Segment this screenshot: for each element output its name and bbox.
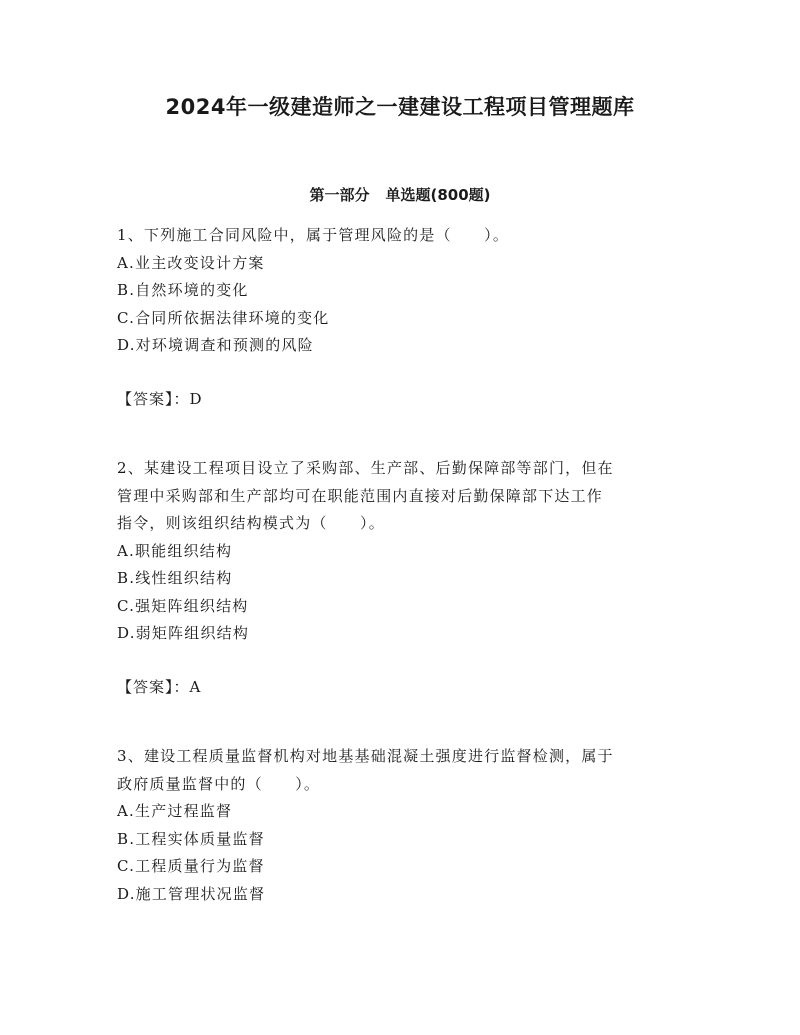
question-stem-line: 管理中采购部和生产部均可在职能范围内直接对后勤保障部下达工作 [117, 486, 604, 505]
option-b: B.自然环境的变化 [117, 281, 249, 299]
question-stem-line: 3、建设工程质量监督机构对地基基础混凝土强度进行监督检测，属于 [117, 747, 614, 765]
answer-label: 【答案】： [117, 677, 190, 696]
option-a: A.生产过程监督 [117, 802, 233, 820]
answer-value: D [189, 389, 203, 408]
option-a: A.业主改变设计方案 [117, 253, 265, 272]
option-b: B.线性组织结构 [117, 569, 233, 587]
option-d: D.弱矩阵组织结构 [117, 624, 250, 642]
option-c: C.合同所依据法律环境的变化 [117, 308, 330, 327]
section-title [0, 183, 800, 207]
option-b: B.工程实体质量监督 [117, 829, 265, 848]
answer-value: A [189, 677, 202, 696]
answer-label: 【答案】： [117, 389, 190, 408]
option-d: D.施工管理状况监督 [117, 884, 266, 903]
section-label: 第一部分 [309, 186, 370, 204]
answer-line [117, 386, 687, 414]
option-a: A.职能组织结构 [117, 541, 233, 560]
question-2 [117, 455, 687, 701]
section-heading: 单选题(800题) [385, 186, 491, 204]
question-1 [117, 222, 687, 413]
option-c: C.强矩阵组织结构 [117, 596, 249, 615]
question-stem-line: 政府质量监督中的（ ）。 [117, 774, 321, 793]
document-title: 2024年一级建造师之一建建设工程项目管理题库 [165, 95, 635, 119]
question-list [117, 222, 687, 908]
question-stem-line: 指令，则该组织结构模式为（ ）。 [117, 514, 385, 532]
question-3 [117, 743, 687, 908]
option-d: D.对环境调查和预测的风险 [117, 336, 314, 354]
question-stem-line: 1、下列施工合同风险中，属于管理风险的是（ ）。 [117, 226, 510, 244]
option-c: C.工程质量行为监督 [117, 857, 265, 875]
answer-line [117, 674, 687, 702]
question-stem-line: 2、某建设工程项目设立了采购部、生产部、后勤保障部等部门，但在 [117, 459, 614, 477]
